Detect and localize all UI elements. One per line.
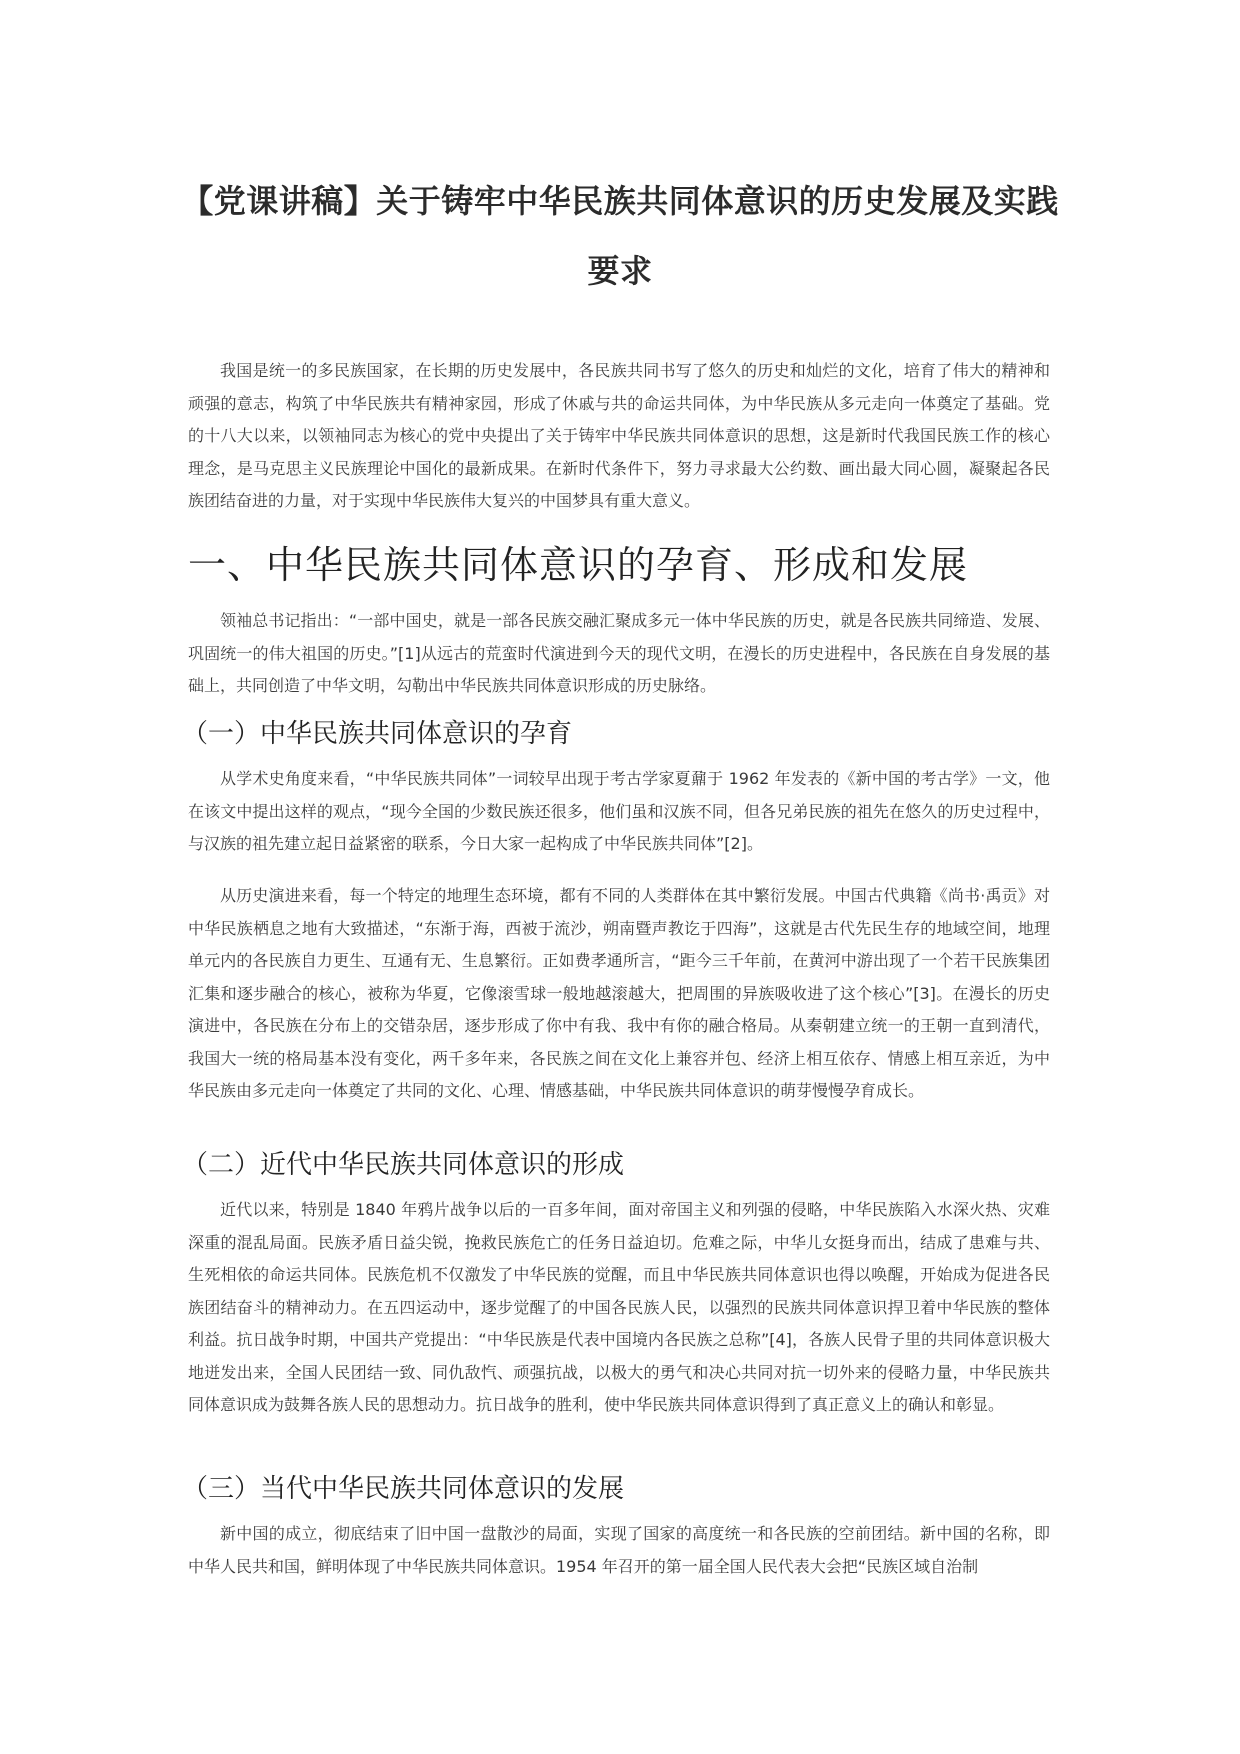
section-1-heading: 一、中华民族共同体意识的孕育、形成和发展 bbox=[188, 543, 969, 587]
subsection-3-body bbox=[188, 1518, 1050, 1583]
subsection-1 bbox=[182, 714, 1050, 754]
section-1-body bbox=[188, 605, 1050, 703]
section-1 bbox=[188, 540, 1050, 590]
subsection-3-paragraph: 新中国的成立，彻底结束了旧中国一盘散沙的局面，实现了国家的高度统一和各民族的空前团结。新中国的名称，即中华人民共和国，鲜明体现了中华民族共同体意识。1954 年召开的第一届全国人民代表大会把“民族区域自治制 bbox=[188, 1524, 1050, 1576]
subsection-2 bbox=[182, 1145, 1050, 1185]
document-title: 【党课讲稿】关于铸牢中华民族共同体意识的历史发展及实践要求 bbox=[181, 182, 1059, 290]
subsection-2-paragraph: 近代以来，特别是 1840 年鸦片战争以后的一百多年间，面对帝国主义和列强的侵略，中华民族陷入水深火热、灾难深重的混乱局面。民族矛盾日益尖锐，挽救民族危亡的任务日益迫切。危难之际，中华儿女挺身而出，结成了患难与共、生死相依的命运共同体。民族危机不仅激发了中华民族的觉醒，而且中华民族共同体意识也得以唤醒，开始成为促进各民族团结奋斗的精神动力。在五四运动中，逐步觉醒了的中国各民族人民，以强烈的民族共同体意识捍卫着中华民族的整体利益。抗日战争时期，中国共产党提出：“中华民族是代表中国境内各民族之总称”[4]，各族人民骨子里的共同体意识极大地迸发出来，全国人民团结一致、同仇敌忾、顽强抗战，以极大的勇气和决心共同对抗一切外来的侵略力量，中华民族共同体意识成为鼓舞各族人民的思想动力。抗日战争的胜利，使中华民族共同体意识得到了真正意义上的确认和彰显。 bbox=[188, 1200, 1050, 1414]
subsection-1-paragraph-2: 从历史演进来看，每一个特定的地理生态环境，都有不同的人类群体在其中繁衍发展。中国古代典籍《尚书·禹贡》对中华民族栖息之地有大致描述，“东渐于海，西被于流沙，朔南暨声教讫于四海”，这就是古代先民生存的地域空间，地理单元内的各民族自力更生、互通有无、生息繁衍。正如费孝通所言，“距今三千年前，在黄河中游出现了一个若干民族集团汇集和逐步融合的核心，被称为华夏，它像滚雪球一般地越滚越大，把周围的异族吸收进了这个核心”[3]。在漫长的历史演进中，各民族在分布上的交错杂居，逐步形成了你中有我、我中有你的融合格局。从秦朝建立统一的王朝一直到清代，我国大一统的格局基本没有变化，两千多年来，各民族之间在文化上兼容并包、经济上相互依存、情感上相互亲近，为中华民族由多元走向一体奠定了共同的文化、心理、情感基础，中华民族共同体意识的萌芽慢慢孕育成长。 bbox=[188, 886, 1050, 1100]
subsection-2-heading: （二）近代中华民族共同体意识的形成 bbox=[182, 1150, 625, 1180]
subsection-3 bbox=[182, 1469, 1050, 1509]
subsection-3-heading: （三）当代中华民族共同体意识的发展 bbox=[182, 1474, 625, 1504]
section-1-paragraph: 领袖总书记指出：“一部中国史，就是一部各民族交融汇聚成多元一体中华民族的历史，就是各民族共同缔造、发展、巩固统一的伟大祖国的历史。”[1]从远古的荒蛮时代演进到今天的现代文明，在漫长的历史进程中，各民族在自身发展的基础上，共同创造了中华文明，勾勒出中华民族共同体意识形成的历史脉络。 bbox=[188, 611, 1050, 695]
subsection-1-body-b bbox=[188, 880, 1050, 1108]
subsection-1-paragraph-1: 从学术史角度来看，“中华民族共同体”一词较早出现于考古学家夏鼐于 1962 年发表的《新中国的考古学》一文，他在该文中提出这样的观点，“现今全国的少数民族还很多，他们虽和汉族不同，但各兄弟民族的祖先在悠久的历史过程中，与汉族的祖先建立起日益紧密的联系，今日大家一起构成了中华民族共同体”[2]。 bbox=[188, 769, 1050, 853]
intro-paragraph: 我国是统一的多民族国家，在长期的历史发展中，各民族共同书写了悠久的历史和灿烂的文化，培育了伟大的精神和顽强的意志，构筑了中华民族共有精神家园，形成了休戚与共的命运共同体，为中华民族从多元走向一体奠定了基础。党的十八大以来，以领袖同志为核心的党中央提出了关于铸牢中华民族共同体意识的思想，这是新时代我国民族工作的核心理念，是马克思主义民族理论中国化的最新成果。在新时代条件下，努力寻求最大公约数、画出最大同心圆，凝聚起各民族团结奋进的力量，对于实现中华民族伟大复兴的中国梦具有重大意义。 bbox=[188, 361, 1050, 510]
intro-section bbox=[188, 355, 1050, 518]
subsection-2-body bbox=[188, 1194, 1050, 1422]
subsection-1-heading: （一）中华民族共同体意识的孕育 bbox=[182, 719, 573, 749]
subsection-1-body-a bbox=[188, 763, 1050, 861]
